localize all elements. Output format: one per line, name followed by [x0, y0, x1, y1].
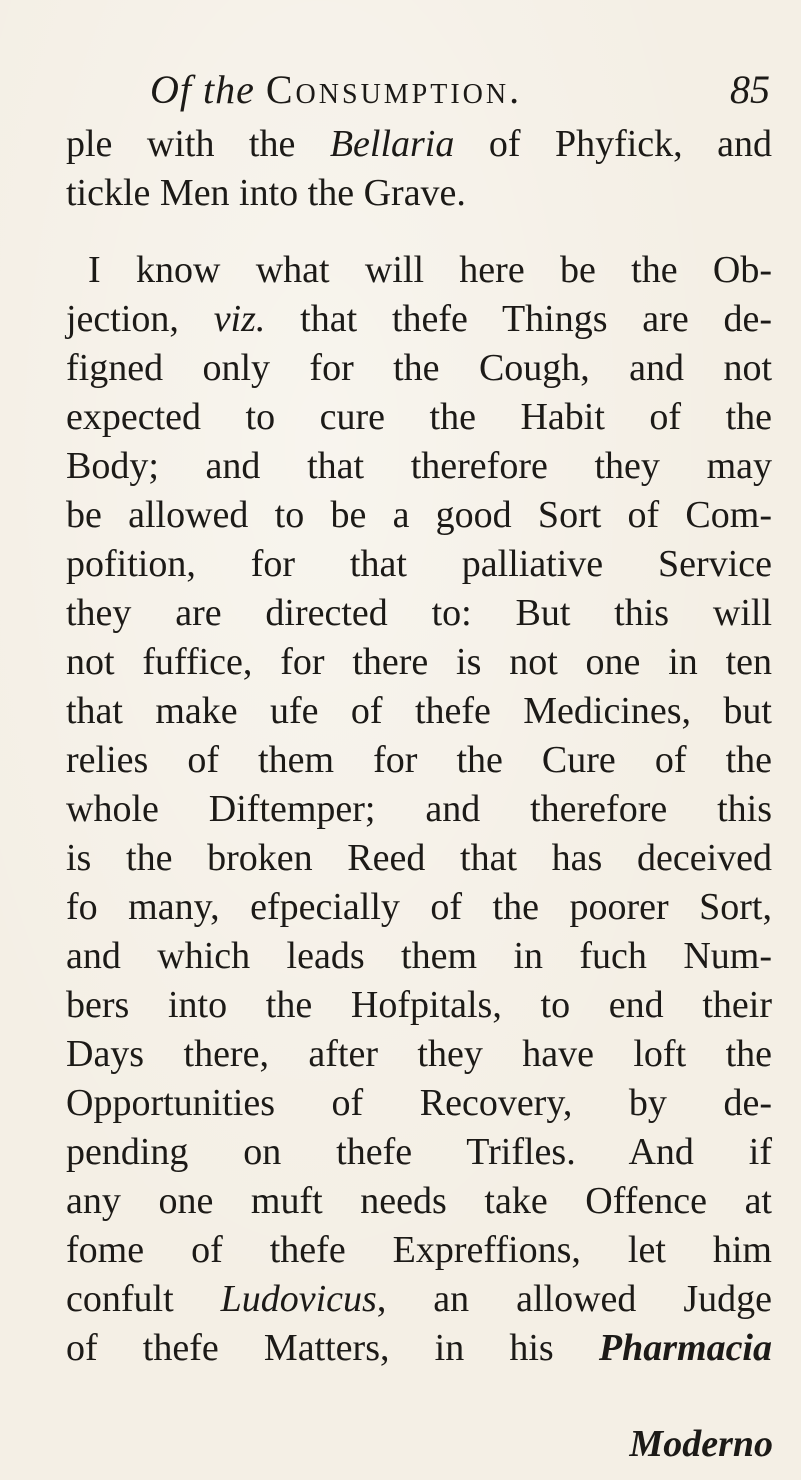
text-line: whole Diftemper; and therefore this [66, 788, 772, 830]
text-line: confult Ludovicus, an allowed Judge [66, 1278, 772, 1320]
text-line: and which leads them in fuch Num- [66, 935, 772, 977]
text-line: Days there, after they have loft the [66, 1033, 772, 1075]
text-line: they are directed to: But this will [66, 592, 772, 634]
text-line: of thefe Matters, in his Pharmacia [66, 1327, 772, 1369]
paragraph-gap [66, 218, 772, 246]
running-head [150, 66, 522, 113]
text-line: fo many, efpecially of the poorer Sort, [66, 886, 772, 928]
text-line: expected to cure the Habit of the [66, 396, 772, 438]
body-text [66, 120, 772, 1373]
text-line: not fuffice, for there is not one in ten [66, 641, 772, 683]
text-line: Body; and that therefore they may [66, 445, 772, 487]
page-header [150, 66, 770, 114]
text-line: pending on thefe Trifles. And if [66, 1131, 772, 1173]
text-line: pofition, for that palliative Service [66, 543, 772, 585]
text-line: relies of them for the Cure of the [66, 739, 772, 781]
text-line: tickle Men into the Grave. [66, 172, 466, 214]
text-line: Opportunities of Recovery, by de- [66, 1082, 772, 1124]
text-line: fome of thefe Expreffions, let him [66, 1229, 772, 1271]
running-head-prefix: Of the [150, 67, 255, 112]
text-line: is the broken Reed that has deceived [66, 837, 772, 879]
text-line: figned only for the Cough, and not [66, 347, 772, 389]
running-head-title: Consumption. [265, 67, 523, 112]
text-line: any one muft needs take Offence at [66, 1180, 772, 1222]
text-line: that make ufe of thefe Medicines, but [66, 690, 772, 732]
text-line: ple with the Bellaria of Phyfick, and [66, 123, 772, 165]
page-number: 85 [730, 67, 770, 112]
text-line: bers into the Hofpitals, to end their [66, 984, 772, 1026]
text-line: jection, viz. that thefe Things are de- [66, 298, 772, 340]
text-line: be allowed to be a good Sort of Com- [66, 494, 772, 536]
text-line: I know what will here be the Ob- [88, 249, 772, 291]
catchword: Moderno [629, 1423, 773, 1465]
